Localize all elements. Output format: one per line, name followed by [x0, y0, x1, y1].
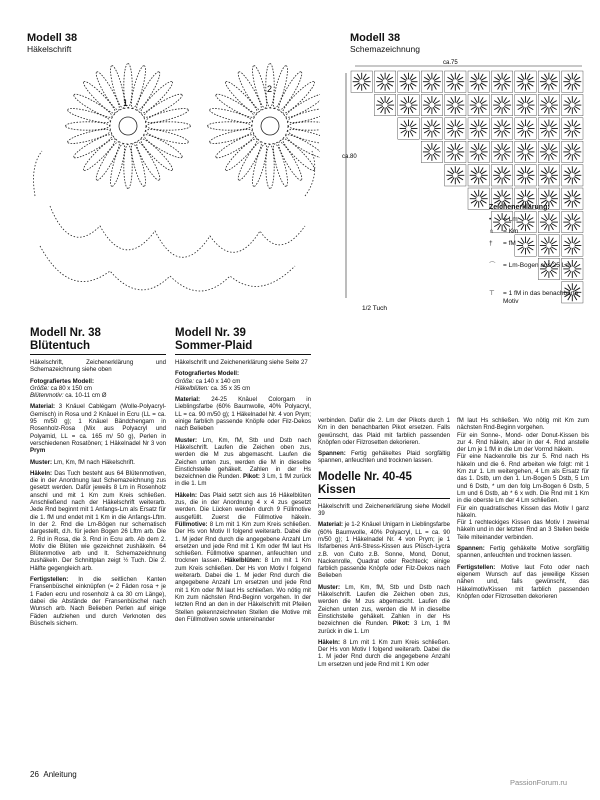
heading-modell-38: Modell Nr. 38	[30, 327, 101, 339]
cross-icon: †	[489, 240, 493, 247]
legend-item-lm-bogen: ⌒ = Lm-Bogen aus 25 Lm	[489, 262, 571, 269]
dot-icon: •	[489, 216, 492, 223]
petal	[287, 106, 320, 126]
petal	[134, 140, 163, 182]
petal	[266, 145, 274, 189]
heading-modell-39: Modell Nr. 39	[175, 327, 246, 339]
crochet-chart	[30, 56, 320, 310]
legend	[489, 204, 599, 316]
kissen-p3: Für eine Nackenrolle bis zur 5. Rnd nach Hs häkeln und die 6. Rnd arbeiten wie folgt: mit 1 Km zur 1. Lm weitergehen, 4 Lm als Ersatz für das 1. Dstb, um den 1. Lm-Bogen 5 Dstb, 5 Lm und 6 Dstb, * um den folg Lm-Bogen 6 Dstb, 5 Lm und 6 Dstb, ab * 6 x wdh. Die Rnd mit 1 Km in die oberste Lm der 4 Lm schließen.	[457, 453, 589, 505]
muster-40: Muster: Lm, Km, fM, Stb und Dstb nach Häkelschrift. Laufen die Zeichen oben zus, werden die M zus abgemascht. Laufen die Zeichen unten zus, werden die M in dieselbe Einstichstelle gehäkelt. Zahlen in der Hs bezeichnen die Runden. Pikot: 3 Lm, 1 fM zurück in die 1. Lm	[318, 583, 451, 635]
muster-39: Muster: Lm, Km, fM, Stb und Dstb nach Häkelschrift. Laufen die Zeichen oben zus, werden die M zus abgemascht. Laufen die Zeichen unten zus, werden die M in dieselbe Einstichstelle gehäkelt. Zahlen in der Hs bezeichnen die Runden. Pikot: 3 Lm, 1 fM zurück in die 1. Lm	[175, 436, 311, 488]
chart-label-1: 1	[123, 98, 129, 108]
chart-label-2: 2	[267, 84, 273, 94]
width-label: ca.75	[443, 60, 458, 66]
fertig-38: Fertigstellen: In die seitlichen Kanten Fransenbüschel einknüpfen (= 2 Fäden rosa + je 1 Faden ecru und rosenholz à ca 30 cm Länge), dabei die Abstände der Fransenbüschel nach Wunsch arb. Nach Belieben Perlen auf einige Fäden aufziehen und durch Verknoten des Büschels sichern.	[30, 576, 166, 627]
petal	[72, 132, 114, 161]
petal	[284, 91, 320, 120]
intro-40: Häkelschrift und Zeichenerklärung siehe Modell 39	[318, 502, 450, 518]
legend-item-fm: † = fM	[489, 240, 516, 247]
petal	[276, 140, 305, 182]
spannen-40: Spannen: Fertig gehäkelte Motive sorgfältig spannen, anfeuchten und trocknen lassen.	[457, 545, 589, 560]
column-modell-39: Modell Nr. 39 Sommer-Plaid Häkelschrift und Zeichenerklärung siehe Seite 27 Fotografiertes Modell: Größe: ca 140 x 140 cm Häkelblüten: ca. 35 x 35 cm Material: 24-25 Knäuel Colorgarn in Lieblingsfarbe (60% Baumwolle, 40% Polyacryl, LL = ca. 90 m/50 g); 1 Häkelnadel Nr. 4 von Prym; einige farblich passende Knöpfe oder Filz-Dekos nach Belieben Muster: Lm, Km, fM, Stb und Dstb nach Häkelschrift. Laufen die Zeichen oben zus, werden die M zus abgemascht. Laufen die Zeichen unten zus, werden die M in dieselbe Einstichstelle gehäkelt. Zahlen in der Hs bezeichnen die Runden. Pikot: 3 Lm, 1 fM zurück in die 1. Lm Häkeln: Das Plaid setzt sich aus 16 Häkelblüten zus, die in der Anordnung 4 x 4 zus gesetzt werden. Die Lücken werden durch 9 Füllmotive ausgefüllt. Zuerst die Füllmotive häkeln. Füllmotive: 8 Lm mit 1 Km zum Kreis schließen. Der Hs von Motiv II folgend weiterarb. Dabei die 1. M jeder Rnd durch die angegebene Anzahl Lm ersetzen und jede Rnd mit 1 Km oder fM laut Hs schließen. Füllmotive spannen, anfeuchten und trocknen lassen. Häkelblüten: 8 Lm mit 1 Km zum Kreis schließen. Der Hs von Motiv I folgend weiterarb. Dabei die 1. M jeder Rnd durch die angegebene Anzahl Lm ersetzen und jede Rnd mit 1 Km oder fM laut Hs schließen. Wo nötig mit Km zum nächsten Rnd-Beginn vorgehen. In der letzten Rnd an den in der Häkelschrift mit Pfeilen Stellen gekennzeichneten Stellen die Motive mit den Füllmotiven sowie untereinander	[175, 327, 311, 623]
kissen-p4: Für ein quadratisches Kissen das Motiv I ganz häkeln.	[457, 504, 589, 519]
left-figure-title: Modell 38	[27, 32, 78, 44]
height-label: ca.80	[342, 154, 357, 160]
petal	[276, 70, 305, 112]
intro-39: Häkelschrift und Zeichenerklärung siehe Seite 27	[175, 359, 308, 366]
petal	[235, 140, 264, 182]
watermark: PassionForum.ru	[510, 778, 568, 787]
haekeln-39: Häkeln: Das Plaid setzt sich aus 16 Häkelblüten zus, die in der Anordnung 4 x 4 zus gesetzt werden. Die Lücken werden durch 9 Füllmotive ausgefüllt. Zuerst die Füllmotive häkeln. Füllmotive: 8 Lm mit 1 Km zum Kreis schließen. Der Hs von Motiv II folgend weiterarb. Dabei die 1. M jeder Rnd durch die angegebene Anzahl Lm ersetzen und jede Rnd mit 1 Km oder fM laut Hs schließen. Füllmotive spannen, anfeuchten und trocknen lassen. Häkelblüten: 8 Lm mit 1 Km zum Kreis schließen. Der Hs von Motiv I folgend weiterarb. Dabei die 1. M jeder Rnd durch die angegebene Anzahl Lm ersetzen und jede Rnd mit 1 Km oder fM laut Hs schließen. Wo nötig mit Km zum nächsten Rnd-Beginn vorgehen. In der letzten Rnd an den in der Häkelschrift mit Pfeilen Stellen gekennzeichneten Stellen die Motive mit den Füllmotiven sowie untereinander	[175, 491, 311, 623]
chain-arc-icon: ⌒	[489, 262, 496, 269]
heading-modelle-40-45: Modelle Nr. 40-45	[318, 470, 412, 483]
petal	[287, 127, 320, 147]
petal	[124, 145, 132, 189]
legend-item-connect: ⊤ = 1 fM in das benachbarte Motiv	[489, 290, 579, 305]
material-38: Material: 3 Knäuel Cablégarn (Wolle-Polyacryl-Gemisch) in Rosa und 2 Knäuel in Ecru (LL = ca. 95 m/50 g); 1 Knäuel Bändchengarn in Rosenholz-Rosa (Mix aus Polyacryl und Polyamid, LL = ca. 165 m/ 50 g), Perlen in verschiedenen Rosatönen; 1 Häkelnadel Nr 3 von Prym	[30, 403, 166, 455]
spannen-39: Spannen: Fertig gehäkeltes Plaid sorgfältig spannen, anfeuchten und trocknen lassen.	[318, 450, 450, 465]
petal	[142, 132, 184, 161]
page-number: 26	[30, 770, 39, 779]
arch-icon: ∩	[489, 228, 494, 235]
legend-item-km: ∩ = Km	[489, 228, 519, 235]
chain-arcs	[34, 151, 315, 291]
material-39: Material: 24-25 Knäuel Colorgarn in Lieblingsfarbe (60% Baumwolle, 40% Polyacryl, LL = ca. 90 m/50 g); 1 Häkelnadel Nr. 4 von Prym; einige farblich passende Knöpfe oder Filz-Dekos nach Belieben	[175, 396, 311, 433]
heading-sommer-plaid: Sommer-Plaid	[175, 340, 311, 355]
petal	[93, 70, 122, 112]
muster-38: Muster: Lm, Km, fM nach Häkelschrift.	[30, 458, 135, 466]
flower-motif-2	[208, 64, 321, 189]
petal	[214, 91, 256, 120]
right-figure-title: Modell 38	[350, 32, 401, 44]
legend-item-lm: • = Lm	[489, 216, 518, 223]
petal	[289, 122, 321, 130]
haekeln-38: Häkeln: Das Tuch besteht aus 64 Blütenmotiven, die in der Anordnung laut Schemazeichnung zus gesetzt werden. Dafür jeweils 8 Lm in Rosenholz anschl und mit 1 Km zum Kreis schließen. Anschließend nach der Häkelschrift weiterarb. Jede Rnd beginnt mit 1 Anfangs-Lm als Ersatz für die 1. fM und endet mit 1 Km in die Anfangs-Lftm. In der 2. Rnd die Lm-Bögen nur schematisch dargestellt, d.h. für jeden Bogen 26 Lftm arb. Die 2. Rd in Rosa, die 3. Rnd in Ecru arb. Ab dem 2. Motiv die Blüten wie gezeichnet zushäkeln. 64 Blütenmotive arb und lt. Schemazeichnung zushäkeln. Der Schnittplan zeigt ½ Tuch. Die 2. Hälfte gegengleich arb.	[30, 469, 166, 572]
material-40: Material: je 1-2 Knäuel Unigarn in Lieblingsfarbe (60% Baumwolle, 40% Polyacryl, LL = ca. 90 m/50 g); 1 Häkelnadel Nr. 4 von Prym; je 1 Ilsfarbenes Anti-Stress-Kissen aus Plüsch-Lycra z.B. von Culto z.B. Sonne, Mond, Donut, Nackenrolle, Quadrat oder Rechteck; einige farblich passende Knöpfe oder Filz-Dekos nach Belieben	[318, 521, 450, 580]
petal	[235, 70, 264, 112]
intro-38: Häkelschrift, Zeichenerklärung und Schemazeichnung siehe oben	[30, 359, 166, 374]
petal	[134, 70, 163, 112]
right-figure-subtitle: Schemazeichnung	[350, 44, 420, 54]
section-name: Anleitung	[43, 770, 77, 779]
half-tuch-label: 1/2 Tuch	[362, 305, 387, 312]
kissen-p1: fM laut Hs schließen. Wo nötig mit Km zum nächsten Rnd-Beginn vorgehen.	[457, 417, 589, 432]
flower-motif-1	[66, 64, 191, 189]
heading-bluetentuch: Blütentuch	[30, 340, 166, 355]
column-kissen-cont	[457, 417, 589, 604]
petal	[214, 132, 256, 161]
kissen-p2: Für ein Sonne-, Mond- oder Donut-Kissen bis zur 4. Rnd häkeln, aber in der 4. Rnd anstelle der Lm je 1 fM in die Lm der Vorrnd häkeln.	[457, 431, 589, 454]
page-footer	[30, 770, 77, 779]
column-modell-40-45	[318, 417, 450, 672]
legend-title: Zeichenerklärung:	[489, 204, 550, 211]
column-modell-38: Modell Nr. 38 Blütentuch Häkelschrift, Zeichenerklärung und Schemazeichnung siehe oben Fotografiertes Modell: Größe: ca 80 x 150 cm Blütenmotiv: ca. 10-11 cm Ø Material: 3 Knäuel Cablégarn (Wolle-Polyacryl-Gemisch) in Rosa und 2 Knäuel in Ecru (LL = ca. 95 m/50 g); 1 Knäuel Bändchengarn in Rosenholz-Rosa (Mix aus Polyacryl und Polyamid, LL = ca. 165 m/ 50 g), Perlen in verschiedenen Rosatönen; 1 Häkelnadel Nr 3 von Prym Muster: Lm, Km, fM nach Häkelschrift. Häkeln: Das Tuch besteht aus 64 Blütenmotiven, die in der Anordnung laut Schemazeichnung zus gesetzt werden. Dafür jeweils 8 Lm in Rosenholz anschl und mit 1 Km zum Kreis schließen. Anschließend nach der Häkelschrift weiterarb. Jede Rnd beginnt mit 1 Anfangs-Lm als Ersatz für die 1. fM und endet mit 1 Km in die Anfangs-Lftm. In der 2. Rnd die Lm-Bögen nur schematisch dargestellt, d.h. für jeden Bogen 26 Lftm arb. Die 2. Rd in Rosa, die 3. Rnd in Ecru arb. Ab dem 2. Motiv die Blüten wie gezeichnet zushäkeln. 64 Blütenmotive arb und lt. Schemazeichnung zushäkeln. Der Schnittplan zeigt ½ Tuch. Die 2. Hälfte gegengleich arb. Fertigstellen: In die seitlichen Kanten Fransenbüschel einknüpfen (= 2 Fäden rosa + je 1 Faden ecru und rosenholz à ca 30 cm Länge), dabei die Abstände der Fransenbüschel nach Wunsch arb. Nach Belieben Perlen auf einige Fäden aufziehen und durch Verknoten des Büschels sichern.	[30, 327, 166, 627]
verbinden-39: verbinden. Dafür die 2. Lm der Pikots durch 1 Km in den benachbarten Pikot ersetzen. Falls gewünscht, das Plaid mit farblich passenden Knöpfen oder Filzrosetten dekorieren.	[318, 417, 450, 446]
petal	[208, 122, 252, 130]
petal	[66, 122, 110, 130]
petal	[142, 91, 184, 120]
petal	[147, 122, 191, 130]
petal	[72, 91, 114, 120]
petal	[284, 132, 320, 161]
left-figure-subtitle: Häkelschrift	[27, 44, 72, 54]
haekeln-40: Häkeln: 8 Lm mit 1 Km zum Kreis schließen. Der Hs von Motiv I folgend weiterarb. Dabei die 1. M jeder Rnd durch die angegebene Anzahl Lm ersetzen und jede Rnd mit 1 Km oder	[318, 638, 450, 668]
kissen-p5: Für 1 rechteckiges Kissen das Motiv I zweimal häkeln und in der letzten Rnd an 3 Stellen beide Teile miteinander verbinden.	[457, 519, 589, 541]
fertig-40: Fertigstellen: Motive laut Foto oder nach eigenem Wunsch auf das jeweilige Kissen nähen und, falls gewünscht, das Häkelmotiv/Kissen mit farblich passenden Knöpfen oder Filzrosetten dekorieren	[457, 563, 589, 600]
petal	[93, 140, 122, 182]
connect-icon: ⊤	[489, 290, 495, 297]
heading-kissen: Kissen	[318, 484, 450, 499]
